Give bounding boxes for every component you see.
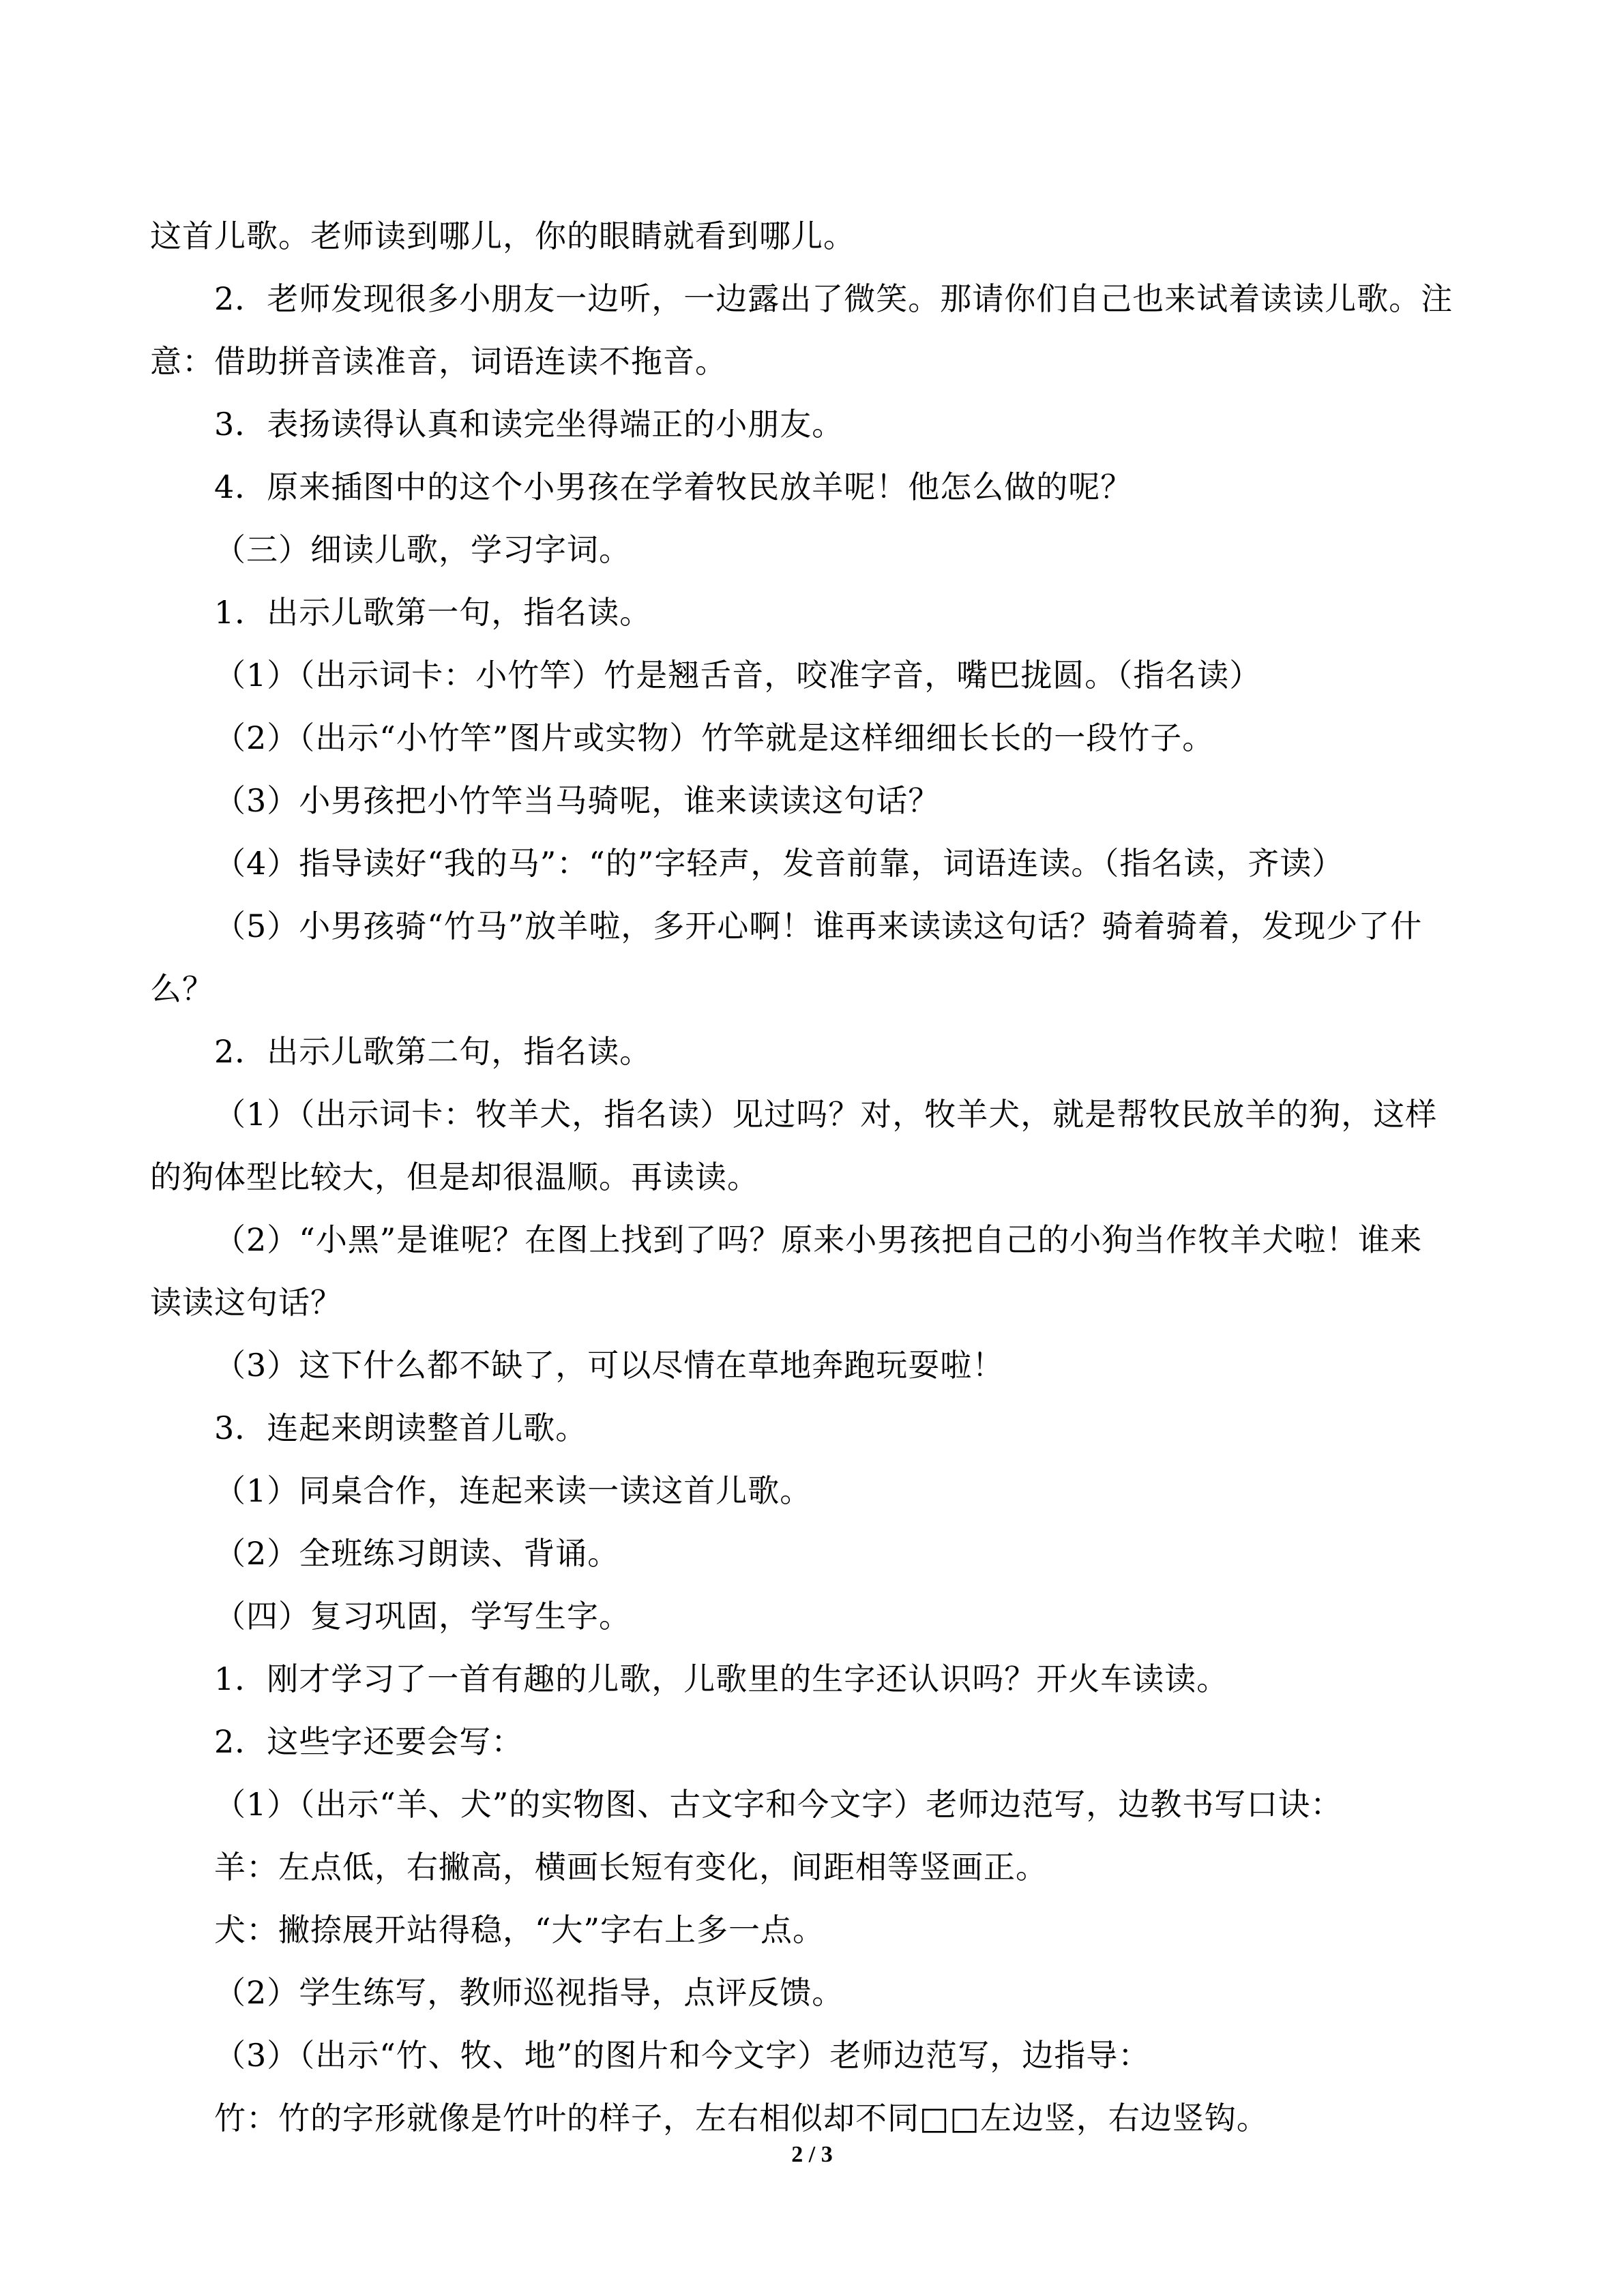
- text-line: （2）“小黑”是谁呢？在图上找到了吗？原来小男孩把自己的小狗当作牧羊犬啦！谁来: [214, 1221, 1423, 1258]
- text-line: 3．表扬读得认真和读完坐得端正的小朋友。: [214, 406, 844, 443]
- text-line: （3）（出示“竹、牧、地”的图片和今文字）老师边范写，边指导：: [214, 2037, 1151, 2074]
- text-line: （2）（出示“小竹竿”图片或实物）竹竿就是这样细细长长的一段竹子。: [214, 719, 1215, 756]
- section-heading: （四）复习巩固，学写生字。: [214, 1598, 631, 1635]
- text-line: 2．出示儿歌第二句，指名读。: [214, 1033, 652, 1070]
- text-line: （1）同桌合作，连起来读一读这首儿歌。: [214, 1472, 812, 1509]
- text-line: 的狗体型比较大，但是却很温顺。再读读。: [150, 1159, 759, 1195]
- text-line: 羊：左点低，右撇高，横画长短有变化，间距相等竖画正。: [214, 1849, 1048, 1885]
- text-line: 这首儿歌。老师读到哪儿，你的眼睛就看到哪儿。: [150, 218, 855, 254]
- text-line: 犬：撇捺展开站得稳，“大”字右上多一点。: [214, 1911, 825, 1948]
- text-line: 2．这些字还要会写：: [214, 1723, 524, 1760]
- text-line: 2．老师发现很多小朋友一边听，一边露出了微笑。那请你们自己也来试着读读儿歌。注: [214, 280, 1453, 317]
- text-line: 1．出示儿歌第一句，指名读。: [214, 594, 652, 631]
- text-line: （1）（出示词卡：小竹竿）竹是翘舌音，咬准字音，嘴巴拢圆。（指名读）: [214, 657, 1262, 694]
- text-line: 4．原来插图中的这个小男孩在学着牧民放羊呢！他怎么做的呢？: [214, 468, 1133, 505]
- text-line: 1．刚才学习了一首有趣的儿歌，儿歌里的生字还认识吗？开火车读读。: [214, 1660, 1229, 1697]
- text-line: （3）这下什么都不缺了，可以尽情在草地奔跑玩耍啦！: [214, 1347, 1005, 1384]
- text-line: （5）小男孩骑“竹马”放羊啦，多开心啊！谁再来读读这句话？骑着骑着，发现少了什: [214, 908, 1423, 944]
- text-line: 3．连起来朗读整首儿歌。: [214, 1410, 588, 1446]
- text-line: （4）指导读好“我的马”：“的”字轻声，发音前靠，词语连读。（指名读，齐读）: [214, 845, 1344, 882]
- text-line: （2）学生练写，教师巡视指导，点评反馈。: [214, 1974, 844, 2011]
- text-line: （2）全班练习朗读、背诵。: [214, 1535, 620, 1572]
- text-line: （1）（出示词卡：牧羊犬，指名读）见过吗？对，牧羊犬，就是帮牧民放羊的狗，这样: [214, 1096, 1438, 1133]
- text-line: 意：借助拼音读准音，词语连读不拖音。: [150, 343, 727, 380]
- text-line: 竹：竹的字形就像是竹叶的样子，左右相似却不同□□左边竖，右边竖钩。: [214, 2100, 1269, 2136]
- text-line: 么？: [150, 970, 214, 1007]
- section-heading: （三）细读儿歌，学习字词。: [214, 531, 631, 568]
- text-line: （3）小男孩把小竹竿当马骑呢，谁来读读这句话？: [214, 782, 941, 819]
- page-number: 2 / 3: [791, 2142, 833, 2167]
- text-line: （1）（出示“羊、犬”的实物图、古文字和今文字）老师边范写，边教书写口诀：: [214, 1786, 1343, 1823]
- text-line: 读读这句话？: [150, 1284, 342, 1321]
- document-body: [150, 205, 1487, 2149]
